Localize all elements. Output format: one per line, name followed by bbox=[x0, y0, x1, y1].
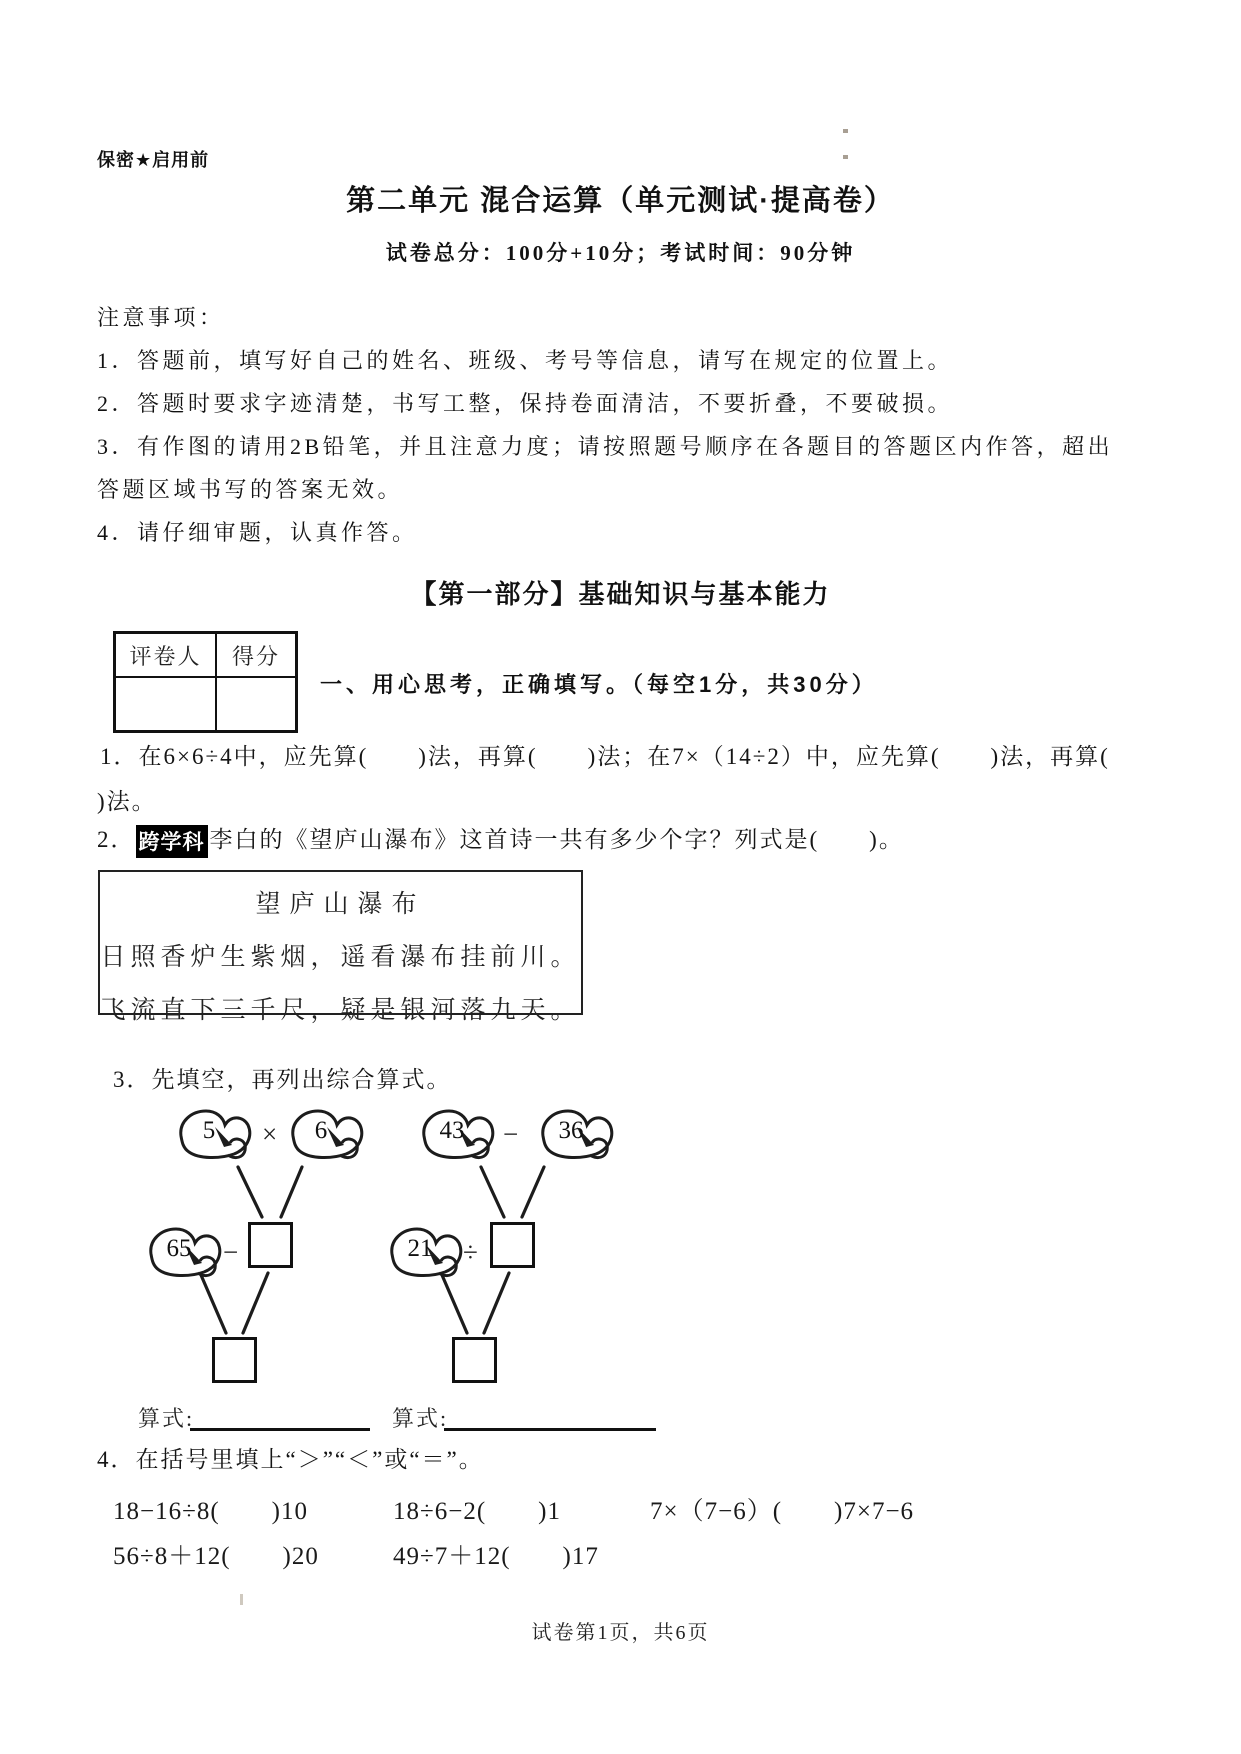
leaf-value: 43 bbox=[439, 1117, 465, 1144]
grader-score-table bbox=[113, 631, 298, 733]
leaf-node bbox=[290, 1107, 366, 1163]
question-3-diagram bbox=[100, 1095, 720, 1395]
leaf-value: 36 bbox=[558, 1117, 584, 1144]
question-2 bbox=[97, 821, 904, 858]
poem-box bbox=[98, 870, 583, 1024]
leaf-value: 5 bbox=[202, 1117, 216, 1144]
question-4-text: 4．在括号里填上“＞”“＜”或“＝”。 bbox=[97, 1447, 484, 1472]
grader-column-header: 评卷人 bbox=[116, 634, 217, 676]
leaf-node bbox=[421, 1107, 497, 1163]
section1-heading: 一、用心思考，正确填写。（每空1分，共30分） bbox=[320, 672, 878, 697]
operator-multiply: × bbox=[262, 1119, 278, 1149]
scan-artifact-dot bbox=[843, 155, 848, 159]
exam-score-time-subtitle: 试卷总分：100分+10分；考试时间：90分钟 bbox=[385, 241, 856, 265]
question-2-text: 李白的《望庐山瀑布》这首诗一共有多少个字？列式是( )。 bbox=[209, 827, 904, 852]
security-classification: 保密★启用前 bbox=[97, 150, 210, 170]
note-item-3-continued: 答题区域书写的答案无效。 bbox=[97, 477, 404, 502]
leaf-node bbox=[148, 1225, 224, 1281]
leaf-value: 6 bbox=[314, 1117, 328, 1144]
grader-table-empty-row bbox=[116, 678, 295, 732]
note-item-3: 3．有作图的请用2B铅笔，并且注意力度；请按照题号顺序在各题目的答题区内作答，超出 bbox=[97, 434, 1114, 459]
q4-expression: 56÷8＋12( )20 bbox=[113, 1543, 319, 1570]
notes-heading: 注意事项： bbox=[97, 305, 225, 330]
score-column-header: 得分 bbox=[231, 643, 280, 669]
formula-label-left: 算式: bbox=[138, 1406, 195, 1431]
note-item-4: 4．请仔细审题，认真作答。 bbox=[97, 520, 418, 545]
leaf-node bbox=[540, 1107, 616, 1163]
leaf-node bbox=[178, 1107, 254, 1163]
question-1-line-2: )法。 bbox=[97, 789, 157, 814]
scan-artifact-dot bbox=[843, 129, 848, 133]
q4-expression: 18÷6−2( )1 bbox=[393, 1498, 561, 1525]
answer-box bbox=[212, 1337, 257, 1383]
page-title: 第二单元 混合运算（单元测试·提高卷） bbox=[346, 185, 895, 217]
operator-minus: − bbox=[223, 1237, 239, 1267]
poem-line-2: 飞流直下三千尺，疑是银河落九天。 bbox=[100, 997, 581, 1024]
grader-empty-cell bbox=[116, 678, 217, 732]
answer-box bbox=[452, 1337, 497, 1383]
leaf-node bbox=[389, 1225, 465, 1281]
question-1-line-1: 1．在6×6÷4中，应先算( )法，再算( )法；在7×（14÷2）中，应先算( )法，再算( bbox=[100, 744, 1110, 769]
q4-expression: 49÷7＋12( )17 bbox=[393, 1543, 599, 1570]
scan-artifact-mark bbox=[240, 1594, 243, 1605]
score-empty-cell bbox=[217, 678, 295, 732]
poem-title: 望庐山瀑布 bbox=[255, 891, 426, 918]
question-3-text: 3．先填空，再列出综合算式。 bbox=[113, 1067, 452, 1092]
answer-box bbox=[490, 1222, 535, 1268]
note-item-2: 2．答题时要求字迹清楚，书写工整，保持卷面清洁，不要折叠，不要破损。 bbox=[97, 391, 954, 416]
q4-expression: 18−16÷8( )10 bbox=[113, 1498, 308, 1525]
note-item-1: 1．答题前，填写好自己的姓名、班级、考号等信息，请写在规定的位置上。 bbox=[97, 348, 954, 373]
leaf-value: 21 bbox=[407, 1235, 433, 1262]
operator-minus: − bbox=[503, 1119, 519, 1149]
part1-header: 【第一部分】基础知识与基本能力 bbox=[410, 579, 831, 609]
formula-label-right: 算式: bbox=[392, 1406, 449, 1431]
formula-blank-line-left bbox=[190, 1428, 370, 1431]
answer-box bbox=[248, 1222, 293, 1268]
page-number-footer: 试卷第1页，共6页 bbox=[531, 1622, 710, 1644]
leaf-value: 65 bbox=[166, 1235, 192, 1262]
cross-subject-badge: 跨学科 bbox=[136, 825, 208, 858]
q4-expression: 7×（7−6）( )7×7−6 bbox=[650, 1498, 915, 1525]
grader-table-header-row bbox=[116, 634, 295, 678]
formula-blank-line-right bbox=[444, 1428, 656, 1431]
poem-line-1: 日照香炉生紫烟，遥看瀑布挂前川。 bbox=[100, 944, 581, 971]
operator-divide: ÷ bbox=[463, 1237, 478, 1267]
question-2-number: 2． bbox=[97, 827, 136, 852]
